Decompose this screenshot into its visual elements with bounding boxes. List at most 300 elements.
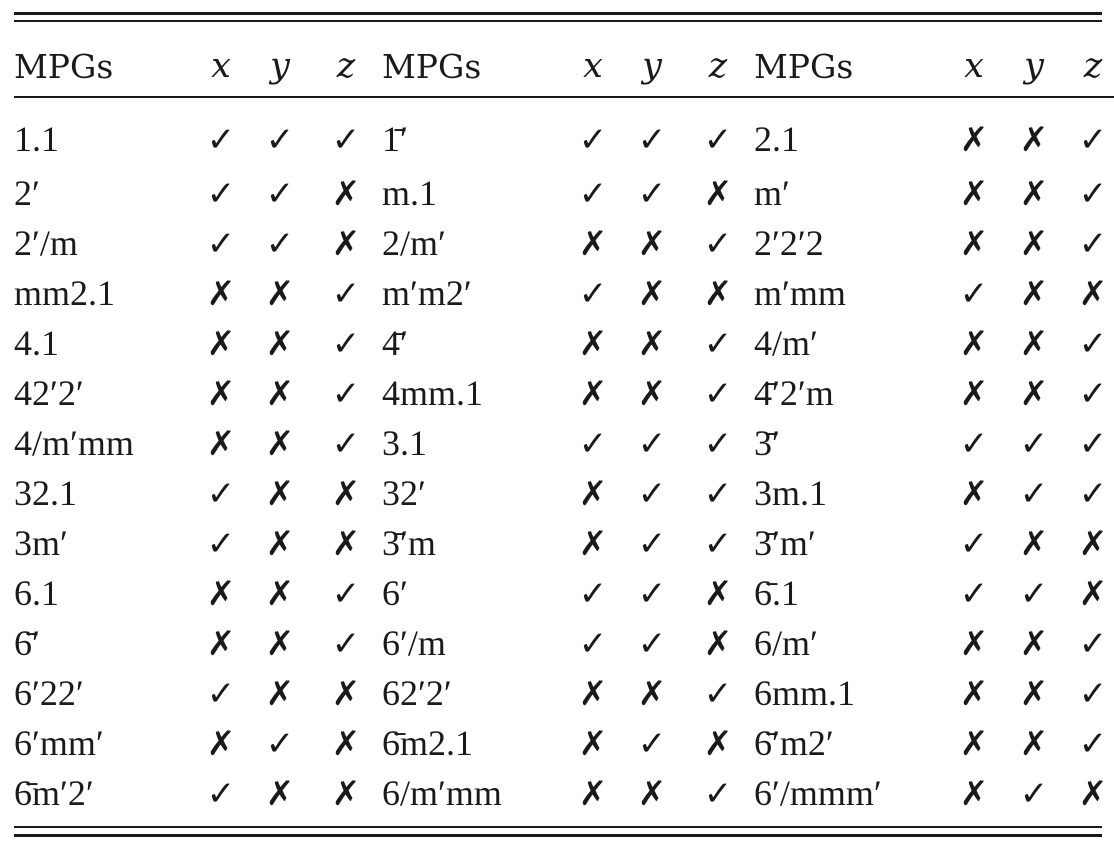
- bottom-rule-inner: [14, 826, 1102, 828]
- z-mark-cell: [310, 618, 382, 668]
- z-mark-cell: [1064, 718, 1114, 768]
- mpg-name: 32.1: [14, 473, 77, 513]
- check-mark-icon: ✓: [1078, 323, 1108, 364]
- check-mark-icon: ✓: [637, 623, 667, 664]
- table-row: [14, 518, 1114, 568]
- mpg-name: 2′2′2: [754, 223, 824, 263]
- z-mark-cell: [1064, 168, 1114, 218]
- check-mark-icon: ✓: [206, 223, 236, 264]
- cross-mark-icon: ✗: [578, 523, 608, 564]
- check-mark-icon: ✓: [265, 723, 295, 764]
- cross-mark-icon: ✗: [637, 323, 667, 364]
- cross-mark-icon: ✗: [959, 773, 989, 814]
- check-mark-icon: ✓: [578, 273, 608, 314]
- table-row: [14, 468, 1114, 518]
- x-mark-cell: [192, 268, 250, 318]
- y-mark-cell: [1004, 318, 1064, 368]
- check-mark-icon: ✓: [206, 673, 236, 714]
- x-mark-cell: [564, 168, 622, 218]
- z-mark-cell: [310, 668, 382, 718]
- y-mark-cell: [622, 568, 682, 618]
- table-row: [14, 168, 1114, 218]
- cross-mark-icon: ✗: [959, 373, 989, 414]
- y-mark-cell: [1004, 97, 1064, 168]
- z-mark-cell: [1064, 368, 1114, 418]
- z-mark-cell: [1064, 568, 1114, 618]
- check-mark-icon: ✓: [703, 373, 733, 414]
- cross-mark-icon: ✗: [206, 573, 236, 614]
- x-mark-cell: [564, 768, 622, 818]
- x-mark-cell: [564, 618, 622, 668]
- z-mark-cell: [682, 418, 754, 468]
- z-mark-cell: [682, 718, 754, 768]
- mpg-name: 42′2′: [14, 373, 84, 413]
- mpg-name: mm2.1: [14, 273, 116, 313]
- check-mark-icon: ✓: [703, 773, 733, 814]
- cross-mark-icon: ✗: [959, 323, 989, 364]
- header-z: z: [336, 46, 356, 86]
- z-mark-cell: [310, 518, 382, 568]
- y-mark-cell: [622, 218, 682, 268]
- check-mark-icon: ✓: [1078, 223, 1108, 264]
- check-mark-icon: ✓: [206, 523, 236, 564]
- check-mark-icon: ✓: [637, 119, 667, 160]
- table-body: [14, 97, 1114, 818]
- z-mark-cell: [682, 368, 754, 418]
- z-mark-cell: [310, 97, 382, 168]
- cross-mark-icon: ✗: [265, 773, 295, 814]
- z-mark-cell: [1064, 318, 1114, 368]
- cross-mark-icon: ✗: [578, 723, 608, 764]
- z-mark-cell: [310, 268, 382, 318]
- x-mark-cell: [944, 668, 1004, 718]
- cross-mark-icon: ✗: [331, 473, 361, 514]
- y-mark-cell: [250, 768, 310, 818]
- cross-mark-icon: ✗: [959, 473, 989, 514]
- z-mark-cell: [310, 318, 382, 368]
- check-mark-icon: ✓: [1019, 423, 1049, 464]
- header-z: z: [708, 46, 728, 86]
- x-mark-cell: [944, 97, 1004, 168]
- header-row: [14, 36, 1114, 97]
- mpg-name: 6mm.1: [754, 673, 856, 713]
- mpg-name: 3m.1: [754, 473, 828, 513]
- cross-mark-icon: ✗: [1019, 173, 1049, 214]
- cross-mark-icon: ✗: [703, 173, 733, 214]
- mpg-name: 6/m′: [754, 623, 818, 663]
- y-mark-cell: [622, 718, 682, 768]
- mpg-name: 6/m′mm: [382, 773, 502, 813]
- x-mark-cell: [192, 97, 250, 168]
- check-mark-icon: ✓: [1078, 673, 1108, 714]
- y-mark-cell: [622, 97, 682, 168]
- table-row: [14, 668, 1114, 718]
- x-mark-cell: [192, 568, 250, 618]
- cross-mark-icon: ✗: [1078, 523, 1108, 564]
- cross-mark-icon: ✗: [578, 773, 608, 814]
- check-mark-icon: ✓: [637, 723, 667, 764]
- mpg-name: m′: [754, 173, 790, 213]
- x-mark-cell: [564, 518, 622, 568]
- cross-mark-icon: ✗: [703, 723, 733, 764]
- table-row: [14, 718, 1114, 768]
- x-mark-cell: [564, 418, 622, 468]
- x-mark-cell: [944, 168, 1004, 218]
- cross-mark-icon: ✗: [1019, 323, 1049, 364]
- check-mark-icon: ✓: [578, 173, 608, 214]
- cross-mark-icon: ✗: [265, 273, 295, 314]
- y-mark-cell: [250, 218, 310, 268]
- z-mark-cell: [1064, 418, 1114, 468]
- cross-mark-icon: ✗: [578, 323, 608, 364]
- check-mark-icon: ✓: [703, 473, 733, 514]
- cross-mark-icon: ✗: [1019, 223, 1049, 264]
- mpg-table: [14, 36, 1114, 818]
- cross-mark-icon: ✗: [265, 323, 295, 364]
- cross-mark-icon: ✗: [206, 723, 236, 764]
- cross-mark-icon: ✗: [1078, 773, 1108, 814]
- table-row: [14, 268, 1114, 318]
- y-mark-cell: [250, 268, 310, 318]
- mpg-name: 6̄m′2′: [14, 773, 94, 813]
- y-mark-cell: [250, 418, 310, 468]
- check-mark-icon: ✓: [578, 423, 608, 464]
- cross-mark-icon: ✗: [1019, 523, 1049, 564]
- x-mark-cell: [192, 218, 250, 268]
- check-mark-icon: ✓: [206, 473, 236, 514]
- z-mark-cell: [310, 568, 382, 618]
- table-row: [14, 618, 1114, 668]
- check-mark-icon: ✓: [331, 373, 361, 414]
- cross-mark-icon: ✗: [331, 773, 361, 814]
- x-mark-cell: [944, 218, 1004, 268]
- check-mark-icon: ✓: [331, 119, 361, 160]
- x-mark-cell: [192, 768, 250, 818]
- check-mark-icon: ✓: [331, 323, 361, 364]
- mpg-name: 3̄′m: [382, 523, 436, 563]
- z-mark-cell: [682, 218, 754, 268]
- mpg-name: 2′/m: [14, 223, 78, 263]
- check-mark-icon: ✓: [703, 423, 733, 464]
- x-mark-cell: [944, 318, 1004, 368]
- check-mark-icon: ✓: [637, 173, 667, 214]
- cross-mark-icon: ✗: [1019, 119, 1049, 160]
- x-mark-cell: [944, 468, 1004, 518]
- mpg-name: 4/m′mm: [14, 423, 134, 463]
- table-row: [14, 768, 1114, 818]
- y-mark-cell: [250, 168, 310, 218]
- cross-mark-icon: ✗: [703, 573, 733, 614]
- y-mark-cell: [1004, 618, 1064, 668]
- x-mark-cell: [564, 568, 622, 618]
- mpg-name: 6′/m: [382, 623, 446, 663]
- x-mark-cell: [564, 268, 622, 318]
- cross-mark-icon: ✗: [1019, 373, 1049, 414]
- cross-mark-icon: ✗: [637, 223, 667, 264]
- y-mark-cell: [1004, 668, 1064, 718]
- check-mark-icon: ✓: [578, 573, 608, 614]
- cross-mark-icon: ✗: [331, 223, 361, 264]
- cross-mark-icon: ✗: [331, 673, 361, 714]
- cross-mark-icon: ✗: [637, 773, 667, 814]
- z-mark-cell: [1064, 218, 1114, 268]
- check-mark-icon: ✓: [331, 423, 361, 464]
- mpg-name: 4/m′: [754, 323, 818, 363]
- check-mark-icon: ✓: [1078, 119, 1108, 160]
- table-row: [14, 218, 1114, 268]
- y-mark-cell: [1004, 718, 1064, 768]
- x-mark-cell: [564, 368, 622, 418]
- y-mark-cell: [622, 318, 682, 368]
- check-mark-icon: ✓: [578, 623, 608, 664]
- cross-mark-icon: ✗: [265, 373, 295, 414]
- y-mark-cell: [1004, 468, 1064, 518]
- check-mark-icon: ✓: [959, 273, 989, 314]
- y-mark-cell: [622, 668, 682, 718]
- cross-mark-icon: ✗: [703, 273, 733, 314]
- check-mark-icon: ✓: [206, 773, 236, 814]
- y-mark-cell: [1004, 368, 1064, 418]
- x-mark-cell: [564, 468, 622, 518]
- y-mark-cell: [250, 718, 310, 768]
- check-mark-icon: ✓: [637, 573, 667, 614]
- check-mark-icon: ✓: [703, 119, 733, 160]
- z-mark-cell: [310, 718, 382, 768]
- cross-mark-icon: ✗: [578, 373, 608, 414]
- mpg-name: 6.1: [14, 573, 59, 613]
- check-mark-icon: ✓: [578, 119, 608, 160]
- mpg-name: 3.1: [382, 423, 427, 463]
- y-mark-cell: [622, 618, 682, 668]
- check-mark-icon: ✓: [1019, 573, 1049, 614]
- mpg-name: 4̄′2′m: [754, 373, 834, 413]
- y-mark-cell: [1004, 568, 1064, 618]
- z-mark-cell: [1064, 618, 1114, 668]
- z-mark-cell: [310, 768, 382, 818]
- y-mark-cell: [1004, 418, 1064, 468]
- cross-mark-icon: ✗: [1078, 273, 1108, 314]
- check-mark-icon: ✓: [1078, 623, 1108, 664]
- x-mark-cell: [192, 168, 250, 218]
- cross-mark-icon: ✗: [265, 573, 295, 614]
- mpg-name: 4mm.1: [382, 373, 484, 413]
- check-mark-icon: ✓: [637, 473, 667, 514]
- x-mark-cell: [564, 97, 622, 168]
- z-mark-cell: [1064, 268, 1114, 318]
- check-mark-icon: ✓: [959, 523, 989, 564]
- check-mark-icon: ✓: [1078, 173, 1108, 214]
- y-mark-cell: [250, 518, 310, 568]
- cross-mark-icon: ✗: [637, 673, 667, 714]
- y-mark-cell: [622, 768, 682, 818]
- x-mark-cell: [564, 318, 622, 368]
- mpg-name: 1̄′: [382, 119, 408, 159]
- check-mark-icon: ✓: [703, 323, 733, 364]
- cross-mark-icon: ✗: [959, 723, 989, 764]
- z-mark-cell: [682, 97, 754, 168]
- x-mark-cell: [192, 468, 250, 518]
- y-mark-cell: [622, 168, 682, 218]
- check-mark-icon: ✓: [1078, 373, 1108, 414]
- check-mark-icon: ✓: [703, 523, 733, 564]
- y-mark-cell: [250, 568, 310, 618]
- x-mark-cell: [944, 718, 1004, 768]
- z-mark-cell: [1064, 468, 1114, 518]
- check-mark-icon: ✓: [1078, 723, 1108, 764]
- cross-mark-icon: ✗: [265, 523, 295, 564]
- y-mark-cell: [1004, 768, 1064, 818]
- cross-mark-icon: ✗: [331, 723, 361, 764]
- x-mark-cell: [192, 618, 250, 668]
- header-y: y: [270, 46, 290, 86]
- check-mark-icon: ✓: [1019, 473, 1049, 514]
- mpg-name: 3m′: [14, 523, 68, 563]
- cross-mark-icon: ✗: [578, 673, 608, 714]
- z-mark-cell: [310, 168, 382, 218]
- check-mark-icon: ✓: [265, 173, 295, 214]
- cross-mark-icon: ✗: [959, 673, 989, 714]
- check-mark-icon: ✓: [703, 223, 733, 264]
- header-x: x: [964, 46, 984, 86]
- mpg-name: m′mm: [754, 273, 846, 313]
- check-mark-icon: ✓: [206, 173, 236, 214]
- mpg-name: m′m2′: [382, 273, 472, 313]
- mpg-name: 4̄′: [382, 323, 408, 363]
- y-mark-cell: [250, 618, 310, 668]
- mpg-name: 6′22′: [14, 673, 84, 713]
- z-mark-cell: [1064, 768, 1114, 818]
- cross-mark-icon: ✗: [265, 623, 295, 664]
- check-mark-icon: ✓: [206, 119, 236, 160]
- bottom-rule-outer: [14, 834, 1102, 837]
- x-mark-cell: [564, 668, 622, 718]
- z-mark-cell: [1064, 668, 1114, 718]
- cross-mark-icon: ✗: [1019, 273, 1049, 314]
- x-mark-cell: [944, 418, 1004, 468]
- mpg-name: 6′mm′: [14, 723, 104, 763]
- table-row: [14, 418, 1114, 468]
- mpg-name: m.1: [382, 173, 438, 213]
- cross-mark-icon: ✗: [959, 119, 989, 160]
- header-x: x: [211, 46, 231, 86]
- cross-mark-icon: ✗: [265, 423, 295, 464]
- z-mark-cell: [682, 568, 754, 618]
- y-mark-cell: [1004, 518, 1064, 568]
- y-mark-cell: [622, 468, 682, 518]
- cross-mark-icon: ✗: [331, 523, 361, 564]
- mpg-name: 6̄′m2′: [754, 723, 834, 763]
- y-mark-cell: [1004, 168, 1064, 218]
- x-mark-cell: [944, 618, 1004, 668]
- top-rule-outer: [14, 12, 1102, 15]
- check-mark-icon: ✓: [265, 119, 295, 160]
- table-row: [14, 368, 1114, 418]
- table-row: [14, 318, 1114, 368]
- cross-mark-icon: ✗: [206, 323, 236, 364]
- mpg-name: 6̄.1: [754, 573, 799, 613]
- z-mark-cell: [682, 168, 754, 218]
- cross-mark-icon: ✗: [331, 173, 361, 214]
- mpg-name: 6′/mmm′: [754, 773, 882, 813]
- z-mark-cell: [310, 418, 382, 468]
- x-mark-cell: [944, 268, 1004, 318]
- cross-mark-icon: ✗: [578, 223, 608, 264]
- check-mark-icon: ✓: [959, 573, 989, 614]
- mpg-name: 2/m′: [382, 223, 446, 263]
- x-mark-cell: [192, 368, 250, 418]
- cross-mark-icon: ✗: [206, 373, 236, 414]
- header-z: z: [1083, 46, 1103, 86]
- mpg-name: 2′: [14, 173, 40, 213]
- check-mark-icon: ✓: [1019, 773, 1049, 814]
- check-mark-icon: ✓: [331, 573, 361, 614]
- check-mark-icon: ✓: [637, 523, 667, 564]
- cross-mark-icon: ✗: [959, 173, 989, 214]
- z-mark-cell: [682, 318, 754, 368]
- check-mark-icon: ✓: [703, 673, 733, 714]
- z-mark-cell: [310, 468, 382, 518]
- cross-mark-icon: ✗: [959, 223, 989, 264]
- x-mark-cell: [192, 668, 250, 718]
- x-mark-cell: [192, 318, 250, 368]
- x-mark-cell: [564, 718, 622, 768]
- y-mark-cell: [622, 418, 682, 468]
- header-y: y: [642, 46, 662, 86]
- cross-mark-icon: ✗: [265, 473, 295, 514]
- z-mark-cell: [682, 268, 754, 318]
- header-mpgs: MPGs: [754, 46, 854, 86]
- cross-mark-icon: ✗: [637, 273, 667, 314]
- cross-mark-icon: ✗: [1019, 723, 1049, 764]
- z-mark-cell: [1064, 97, 1114, 168]
- cross-mark-icon: ✗: [703, 623, 733, 664]
- cross-mark-icon: ✗: [1019, 673, 1049, 714]
- header-y: y: [1024, 46, 1044, 86]
- x-mark-cell: [944, 518, 1004, 568]
- y-mark-cell: [1004, 268, 1064, 318]
- mpg-name: 6̄m2.1: [382, 723, 474, 763]
- x-mark-cell: [192, 418, 250, 468]
- cross-mark-icon: ✗: [206, 423, 236, 464]
- x-mark-cell: [192, 718, 250, 768]
- mpg-name: 6′: [382, 573, 408, 613]
- check-mark-icon: ✓: [265, 223, 295, 264]
- x-mark-cell: [944, 368, 1004, 418]
- z-mark-cell: [682, 618, 754, 668]
- x-mark-cell: [192, 518, 250, 568]
- mpg-name: 1.1: [14, 119, 59, 159]
- y-mark-cell: [250, 318, 310, 368]
- x-mark-cell: [564, 218, 622, 268]
- y-mark-cell: [250, 668, 310, 718]
- y-mark-cell: [622, 518, 682, 568]
- cross-mark-icon: ✗: [578, 473, 608, 514]
- x-mark-cell: [944, 568, 1004, 618]
- table-row: [14, 568, 1114, 618]
- top-rule-inner: [14, 20, 1102, 22]
- y-mark-cell: [250, 368, 310, 418]
- mpg-name: 32′: [382, 473, 426, 513]
- y-mark-cell: [622, 368, 682, 418]
- mpg-name: 3̄′m′: [754, 523, 816, 563]
- header-mpgs: MPGs: [382, 46, 482, 86]
- mpg-name: 4.1: [14, 323, 59, 363]
- y-mark-cell: [1004, 218, 1064, 268]
- cross-mark-icon: ✗: [206, 623, 236, 664]
- cross-mark-icon: ✗: [1019, 623, 1049, 664]
- mpg-name: 2.1: [754, 119, 799, 159]
- z-mark-cell: [682, 468, 754, 518]
